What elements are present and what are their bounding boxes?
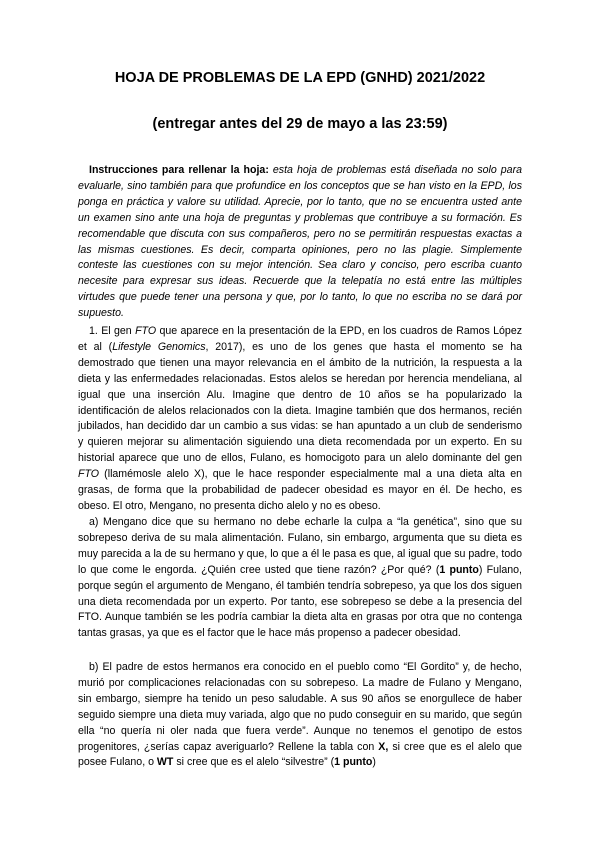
instructions-paragraph [78, 163, 522, 322]
qb-text-4: ) [372, 756, 376, 769]
q1-text-1: 1. El gen [89, 325, 136, 337]
qb-wt-label: WT [156, 756, 174, 769]
qa-text-1: a) Mengano dice que su hermano no debe echarle la culpa a “la genética”, sino que su sobrepeso deriva de su mala alimentación. Fulano, sin embargo, argumenta que su dieta es muy parecida a la de su hermano y que, lo que a él le pasa es que, al igual que su padre, todo lo que come le engorda. ¿Quién cree usted que tiene razón? ¿Por qué? ( [78, 516, 522, 576]
instructions-text: esta hoja de problemas está diseñada no solo para evaluarle, sino también para que profundice en los conceptos que se han visto en la EPD, los ponga en práctica y valore su utilidad. Aprecie, por lo tanto, que no se encuentra usted ante un examen sino ante una hoja de preguntas y problemas que contribuye a su formación. Es recomendable que discuta con sus compañeros, pero no se permitirán respuestas exactas a las mismas cuestiones. Es decir, comparta opiniones, pero no las plagie. Simplemente conteste las cuestiones con su mejor intención. Sea claro y conciso, pero escriba cuanto necesite para expresar sus ideas. Recuerde que la telepatía no está entre las múltiples virtudes que puede tener una persona y que, por lo tanto, lo que no escriba no se dará por supuesto. [78, 164, 522, 320]
document-subtitle: (entregar antes del 29 de mayo a las 23:59) [152, 116, 448, 132]
document-title: HOJA DE PROBLEMAS DE LA EPD (GNHD) 2021/2022 [114, 70, 486, 86]
q1-gene-name-2: FTO [78, 468, 99, 481]
instructions-label: Instrucciones para rellenar la hoja: [89, 164, 269, 176]
question-b [78, 660, 522, 771]
qb-text-1: b) El padre de estos hermanos era conocido en el pueblo como “El Gordito” y, de hecho, murió por complicaciones relacionadas con su sobrepeso. La madre de Fulano y Mengano, sin embargo, siempre ha tenido un peso saludable. A sus 90 años se enorgullece de haber seguido siempre una dieta muy variada, algo que no pudo conseguir en su marido, que según ella “no quería ni oler nada que fuera verde”. Aunque no tenemos el genotipo de estos progenitores, ¿serías capaz averiguarlo? Rellene la tabla con [78, 661, 522, 753]
qa-answer-text: ) Fulano, porque según el argumento de Mengano, él también tendría sobrepeso, ya que los dos siguen una dieta recomendada por un experto. Por tanto, ese sobrepeso se debe a la presencia del FTO. Aunque también se les podría cambiar la dieta alta en grasas por otra que no contenga tantas grasas, ya que es el factor que le hace más propenso a padecer obesidad. [78, 563, 522, 640]
qb-text-3: si cree que es el alelo “silvestre” ( [173, 756, 335, 769]
qa-points: 1 punto [439, 563, 479, 576]
qb-x-label: X, [378, 740, 389, 753]
q1-text-3: , 2017), es uno de los genes que hasta el momento se ha demostrado que tienen una mayor relevancia en el ámbito de la nutrición, la respuesta a la dieta y las enfermedades relacionadas. Estos alelos se heredan por herencia mendeliana, al igual que una inserción Alu. Imagine que dentro de 10 años se ha popularizado la identificación de alelos relacionados con la dieta. Imagine también que dos hermanos, recién jubilados, han decidido dar un cambio a sus vidas: se han apuntado a un club de senderismo y quieren mejorar su alimentación siguiendo una dieta recomendada por un experto. En su historial aparece que uno de ellos, Fulano, es homocigoto para un alelo dominante del gen [78, 340, 522, 465]
question-a [78, 515, 522, 642]
qb-points: 1 punto [334, 756, 373, 769]
q1-text-4: (llamémosle alelo X), que le hace responder especialmente mal a una dieta alta en grasas, de forma que la probabilidad de padecer obesidad es mayor en él. De hecho, es obeso. El otro, Mengano, no presenta dicho alelo y no es obeso. [78, 468, 522, 512]
question-1 [78, 324, 522, 515]
q1-text-2: que aparece en la presentación de la EPD, en los cuadros de Ramos López et al ( [78, 325, 523, 353]
qb-text-2: si cree que es el alelo que posee Fulano, o [78, 740, 523, 769]
q1-journal-name: Lifestyle Genomics [112, 340, 206, 353]
q1-gene-name: FTO [135, 325, 157, 337]
